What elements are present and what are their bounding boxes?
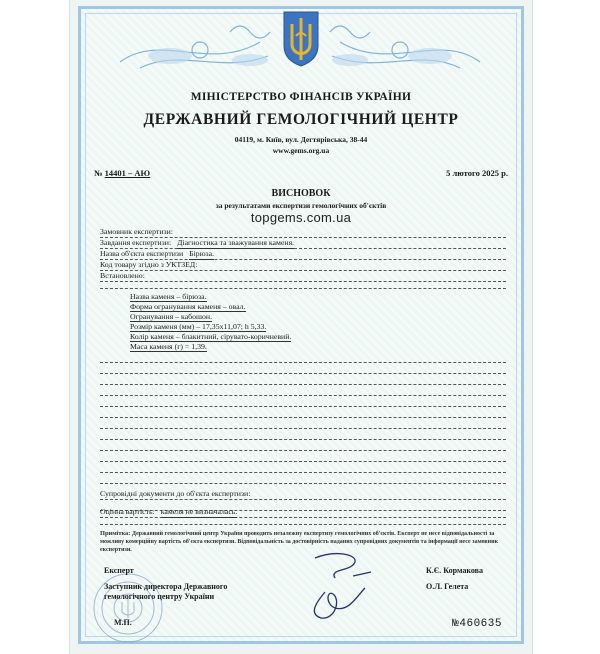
dotted-line	[100, 417, 506, 418]
object-value: Бірюза.	[189, 249, 215, 258]
task-value: Діагностика та зважування каменя.	[177, 238, 295, 247]
certificate-paper	[70, 0, 532, 654]
code-label: Код товару згідно з УКТЗЕД:	[100, 260, 198, 269]
stone-mass: Маса каменя (г) = 1,39.	[130, 342, 207, 351]
dotted-line	[100, 395, 506, 396]
established-label: Встановлено:	[100, 271, 145, 280]
documents-label: Супровідні документи до об'єкта експертизи:	[100, 489, 251, 498]
stone-size: Розмір каменя (мм) – 17,35x11,07; h 5,33.	[130, 322, 267, 331]
document-title: ВИСНОВОК	[271, 188, 331, 199]
dotted-line	[100, 428, 506, 429]
expert-label: Експерт	[104, 566, 134, 575]
ministry-title: МІНІСТЕРСТВО ФІНАНСІВ УКРАЇНИ	[190, 91, 412, 103]
document-number-value: 14401 – АЮ	[104, 168, 151, 178]
note-text: Державний гемологічний центр України проводить незалежну експертизу гемологічних об'єктів. Експерт не несе відповідальності за можливу комерційну вартість об'єкта експертизи. Відповідальність за достовірність наданих супровідних документів та інформації несе замовник експертизи.	[100, 531, 499, 553]
dotted-line	[100, 384, 506, 385]
dotted-line	[100, 288, 506, 289]
document-number: № 14401 – АЮ	[94, 168, 151, 178]
client-label: Замовник експертизи:	[100, 227, 173, 236]
signature-icon	[295, 548, 385, 624]
serial-number: №460635	[452, 618, 502, 630]
stone-cut-form: Форма огранування каменя – овал.	[130, 302, 246, 311]
address: 04119, м. Київ, вул. Дегтярівська, 38-44	[234, 135, 368, 144]
stone-name: Назва каменя – бірюза.	[130, 292, 207, 301]
documents-row	[100, 488, 506, 500]
dotted-line	[100, 450, 506, 451]
dotted-line	[100, 439, 506, 440]
dotted-line	[100, 472, 506, 473]
value-text: камеля не визначалась.	[160, 507, 238, 516]
dotted-line	[100, 373, 506, 374]
center-title: ДЕРЖАВНИЙ ГЕМОЛОГІЧНИЙ ЦЕНТР	[143, 111, 459, 128]
website: www.gems.org.ua	[272, 146, 330, 155]
dotted-line	[100, 406, 506, 407]
stone-cut: Огранування – кабошон.	[130, 312, 213, 321]
deputy-label-1: Заступник директора Державного	[104, 582, 228, 591]
object-label: Назва об'єкта експертизи	[100, 249, 184, 258]
note-title: Примітка:	[100, 530, 131, 537]
expert-name: К.Є. Кормакова	[426, 566, 483, 575]
stone-color: Колір каменя – блакитний, сірувато-коричневий.	[130, 332, 292, 341]
mp-label: М.П.	[114, 618, 132, 627]
established-row	[100, 270, 506, 282]
deputy-name: О.Л. Гелета	[426, 582, 469, 591]
dotted-line	[100, 483, 506, 484]
dotted-line	[100, 362, 506, 363]
trident-emblem-icon	[280, 10, 322, 68]
deputy-label-2: гемологічного центру України	[104, 592, 215, 601]
document-subtitle: за результатами експертизи гемологічних об'єктів	[215, 201, 387, 210]
dotted-line	[100, 461, 506, 462]
task-label: Завдання експертизи:	[100, 238, 172, 247]
dotted-line	[100, 524, 506, 525]
watermark: topgems.com.ua	[250, 210, 352, 225]
value-label: Оцінна вартість:	[100, 507, 155, 516]
document-date: 5 лютого 2025 р.	[446, 168, 508, 178]
value-row	[100, 506, 506, 518]
